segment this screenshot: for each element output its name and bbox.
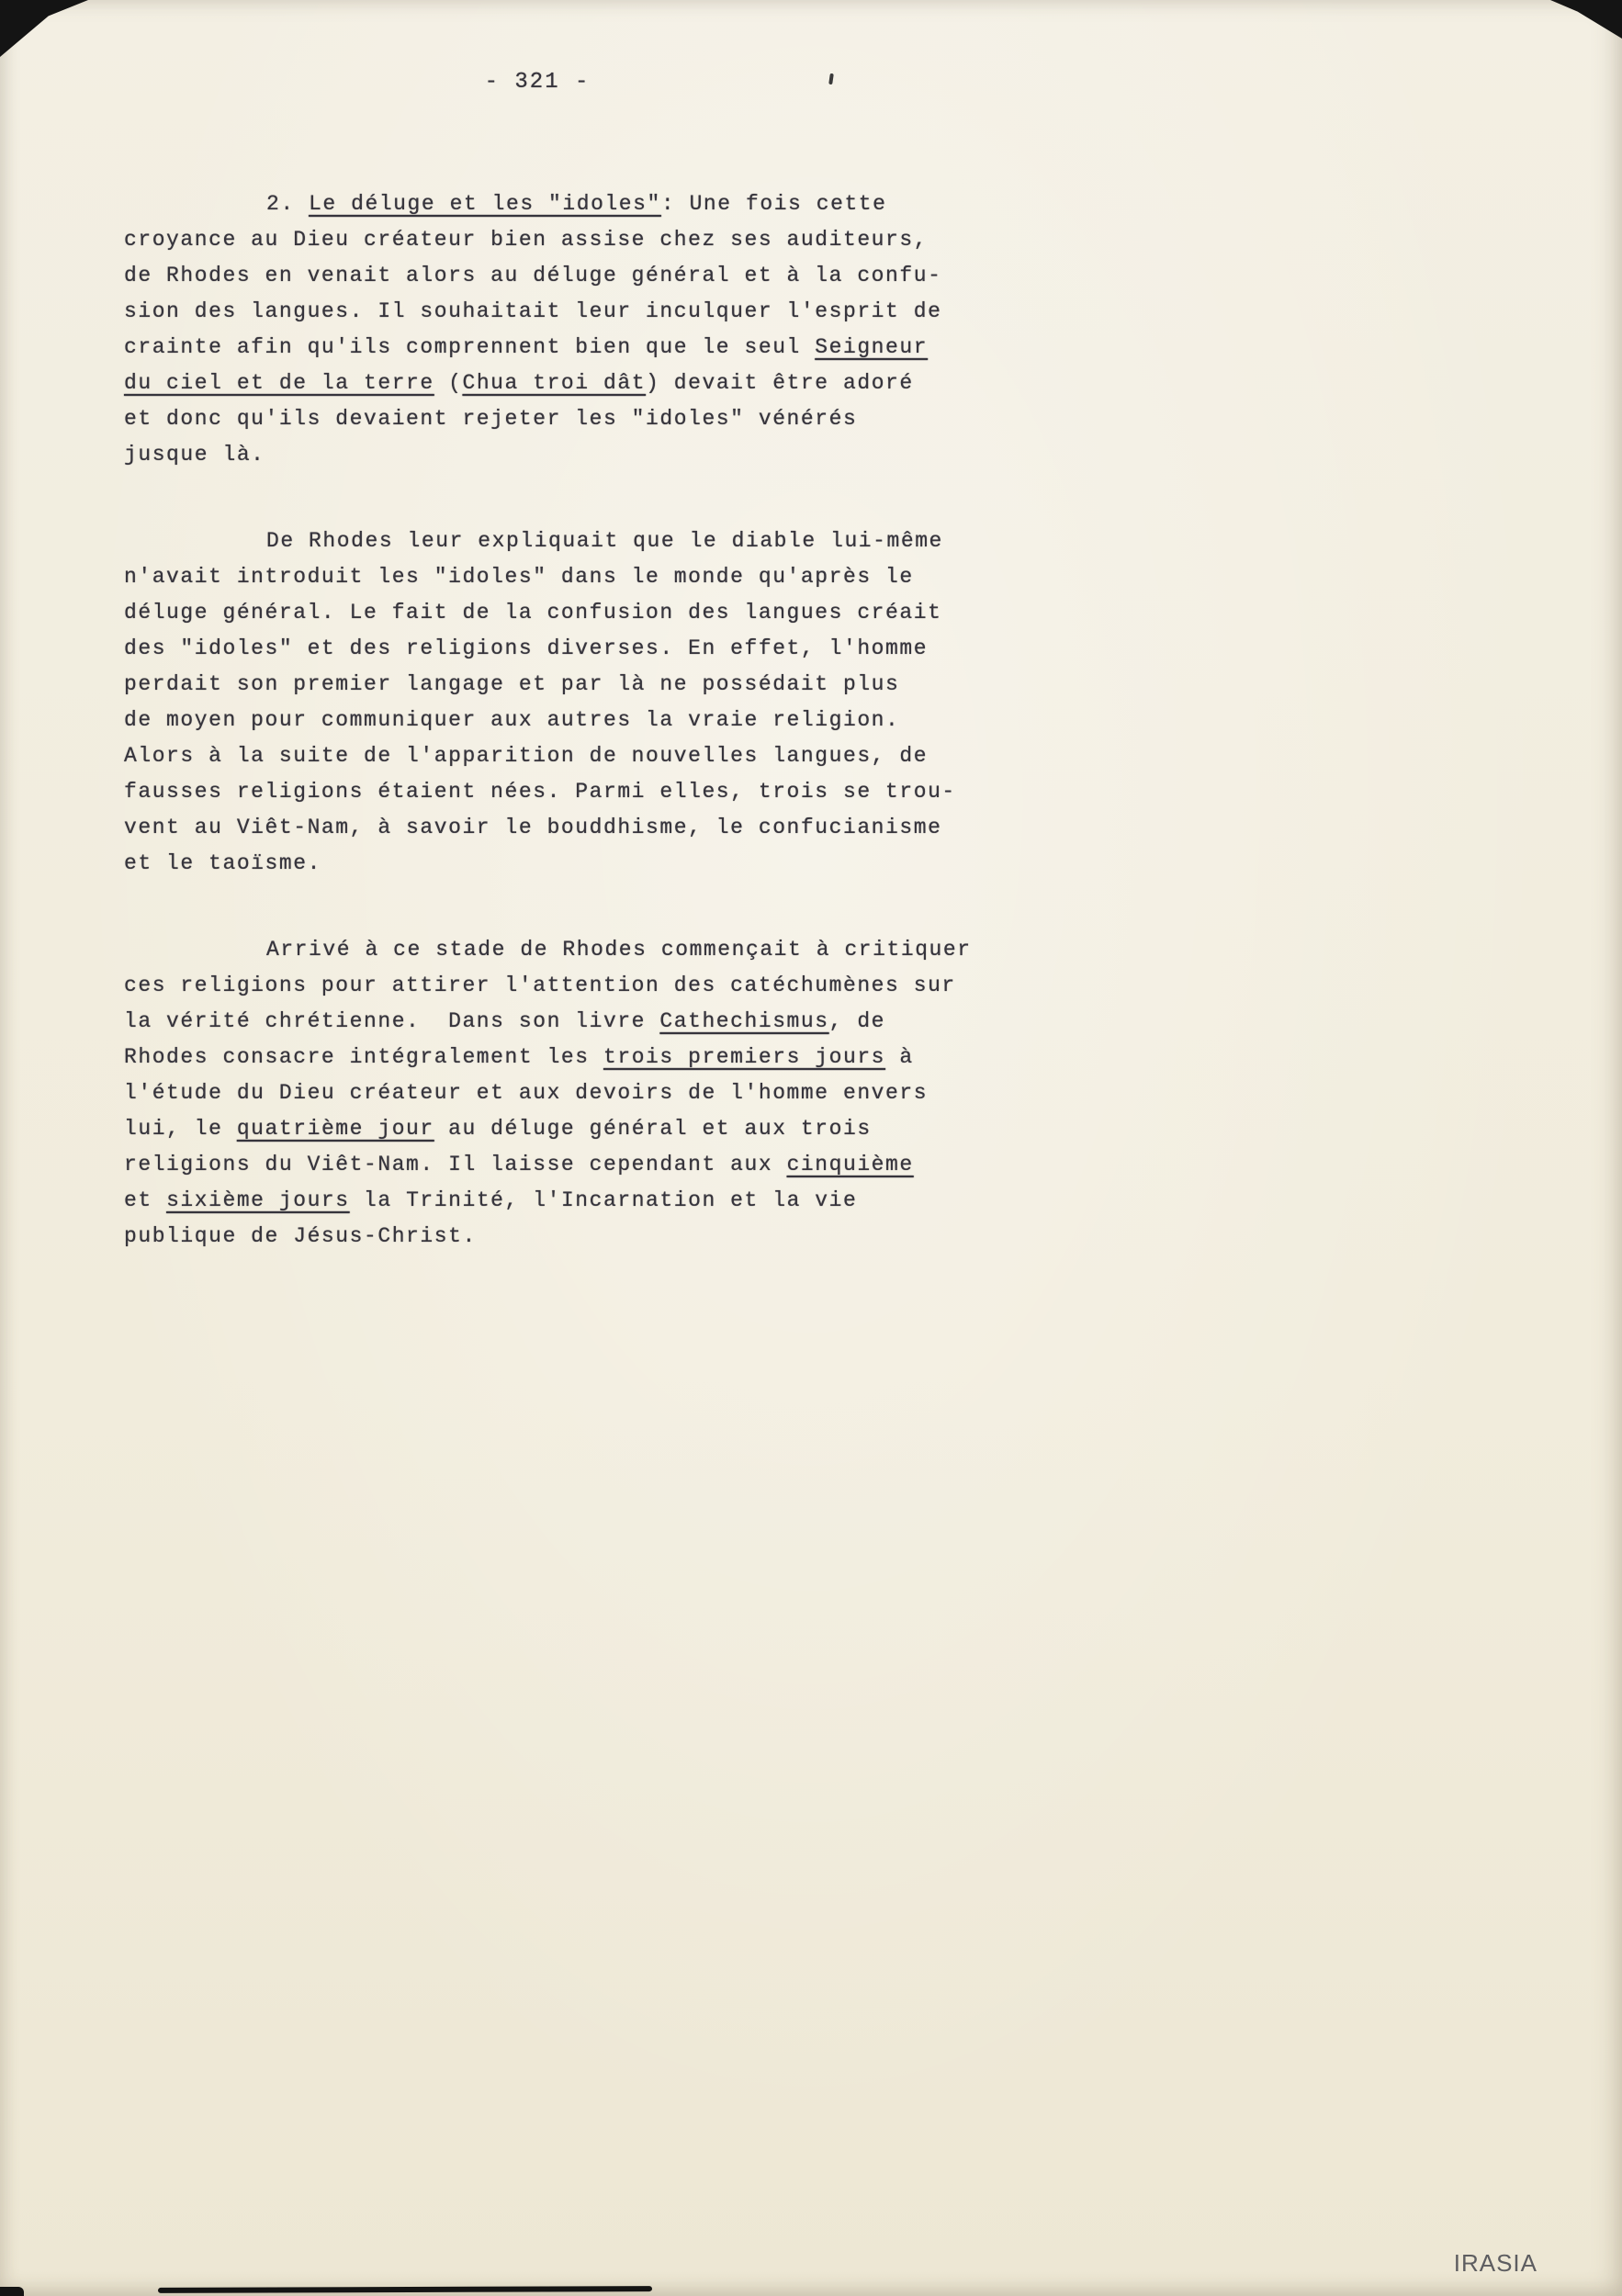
underlined-text-run: du ciel et de la terre [124,371,434,395]
text-run: et le taoïsme. [124,851,321,875]
underlined-text-run: trois premiers jours [603,1045,886,1069]
scan-artifact-top-edge [0,0,48,13]
underlined-text-run: sixième jours [166,1188,350,1212]
text-line [124,631,1088,667]
text-run: déluge général. Le fait de la confusion des langues créait [124,601,942,625]
text-line [124,294,1088,330]
text-run: ( [434,371,463,395]
underlined-text-run: Cathechismus [659,1009,829,1033]
text-run: 2. [266,192,310,216]
text-run: et donc qu'ils devaient rejeter les "idoles" vénérés [124,407,858,431]
text-line [124,1004,1088,1040]
text-line [124,968,1088,1004]
text-run: ces religions pour attirer l'attention des catéchumènes sur [124,974,956,997]
text-line [124,401,1088,437]
text-run: à [885,1045,914,1069]
text-line [124,810,1088,846]
text-run: n'avait introduit les "idoles" dans le monde qu'après le [124,565,914,589]
paragraph [124,186,1088,473]
text-run: lui, le [124,1117,237,1141]
text-run: Alors à la suite de l'apparition de nouvelles langues, de [124,744,929,768]
page-number: - 321 - [484,70,591,95]
text-run: ) devait être adoré [646,371,914,395]
underlined-text-run: cinquième [786,1153,914,1176]
text-run: vent au Viêt-Nam, à savoir le bouddhisme, le confucianisme [124,816,942,839]
text-line [124,932,1088,968]
underlined-text-run: quatrième jour [236,1117,434,1141]
text-line [124,437,1088,473]
text-line [124,1040,1088,1075]
text-line [124,1219,1088,1255]
text-run: et [124,1188,167,1212]
text-line [124,330,1088,366]
text-line [124,703,1088,738]
text-run: l'étude du Dieu créateur et aux devoirs de l'homme envers [124,1081,929,1105]
watermark: IRASIA [1453,2249,1538,2277]
text-line [124,258,1088,294]
text-line [124,523,1088,559]
text-line [124,559,1088,595]
underlined-text-run: Seigneur [815,335,929,359]
text-run: crainte afin qu'ils comprennent bien que le seul [124,335,816,359]
text-run: de Rhodes en venait alors au déluge général et à la confu- [124,264,942,287]
text-run: , de [828,1009,886,1033]
paragraph [124,523,1088,882]
text-run: de moyen pour communiquer aux autres la vraie religion. [124,708,900,732]
scan-artifact-bottom-corner [0,2287,24,2296]
text-run: croyance au Dieu créateur bien assise chez ses auditeurs, [124,228,929,252]
text-run: publique de Jésus-Christ. [124,1224,477,1248]
text-line [124,738,1088,774]
text-run: des "idoles" et des religions diverses. En effet, l'homme [124,636,929,660]
text-line [124,774,1088,810]
paragraph [124,932,1088,1255]
text-run: perdait son premier langage et par là ne possédait plus [124,672,900,696]
text-line [124,186,1088,222]
text-line [124,846,1088,882]
text-run: sion des langues. Il souhaitait leur inculquer l'esprit de [124,299,942,323]
text-line [124,1147,1088,1183]
text-run: la vérité chrétienne. Dans son livre [124,1009,660,1033]
scan-artifact-top-right [1550,0,1622,39]
text-run: au déluge général et aux trois [434,1117,872,1141]
text-line [124,366,1088,401]
text-line [124,1111,1088,1147]
text-run: la Trinité, l'Incarnation et la vie [349,1188,858,1212]
underlined-text-run: Le déluge et les "idoles" [309,192,661,216]
text-run: : Une fois cette [660,192,887,216]
text-run: fausses religions étaient nées. Parmi elles, trois se trou- [124,780,956,804]
text-line [124,1075,1088,1111]
text-block [124,186,1088,1305]
text-run: Rhodes consacre intégralement les [124,1045,603,1069]
scan-artifact-bottom-strip [158,2286,652,2293]
text-line [124,595,1088,631]
text-run: jusque là. [124,443,265,467]
underlined-text-run: Chua troi dât [462,371,647,395]
text-run: Arrivé à ce stade de Rhodes commençait à critiquer [266,938,972,962]
text-line [124,222,1088,258]
text-run: religions du Viêt-Nam. Il laisse cependant aux [124,1153,787,1176]
text-run: De Rhodes leur expliquait que le diable lui-même [266,529,943,553]
text-line [124,1183,1088,1219]
text-line [124,667,1088,703]
